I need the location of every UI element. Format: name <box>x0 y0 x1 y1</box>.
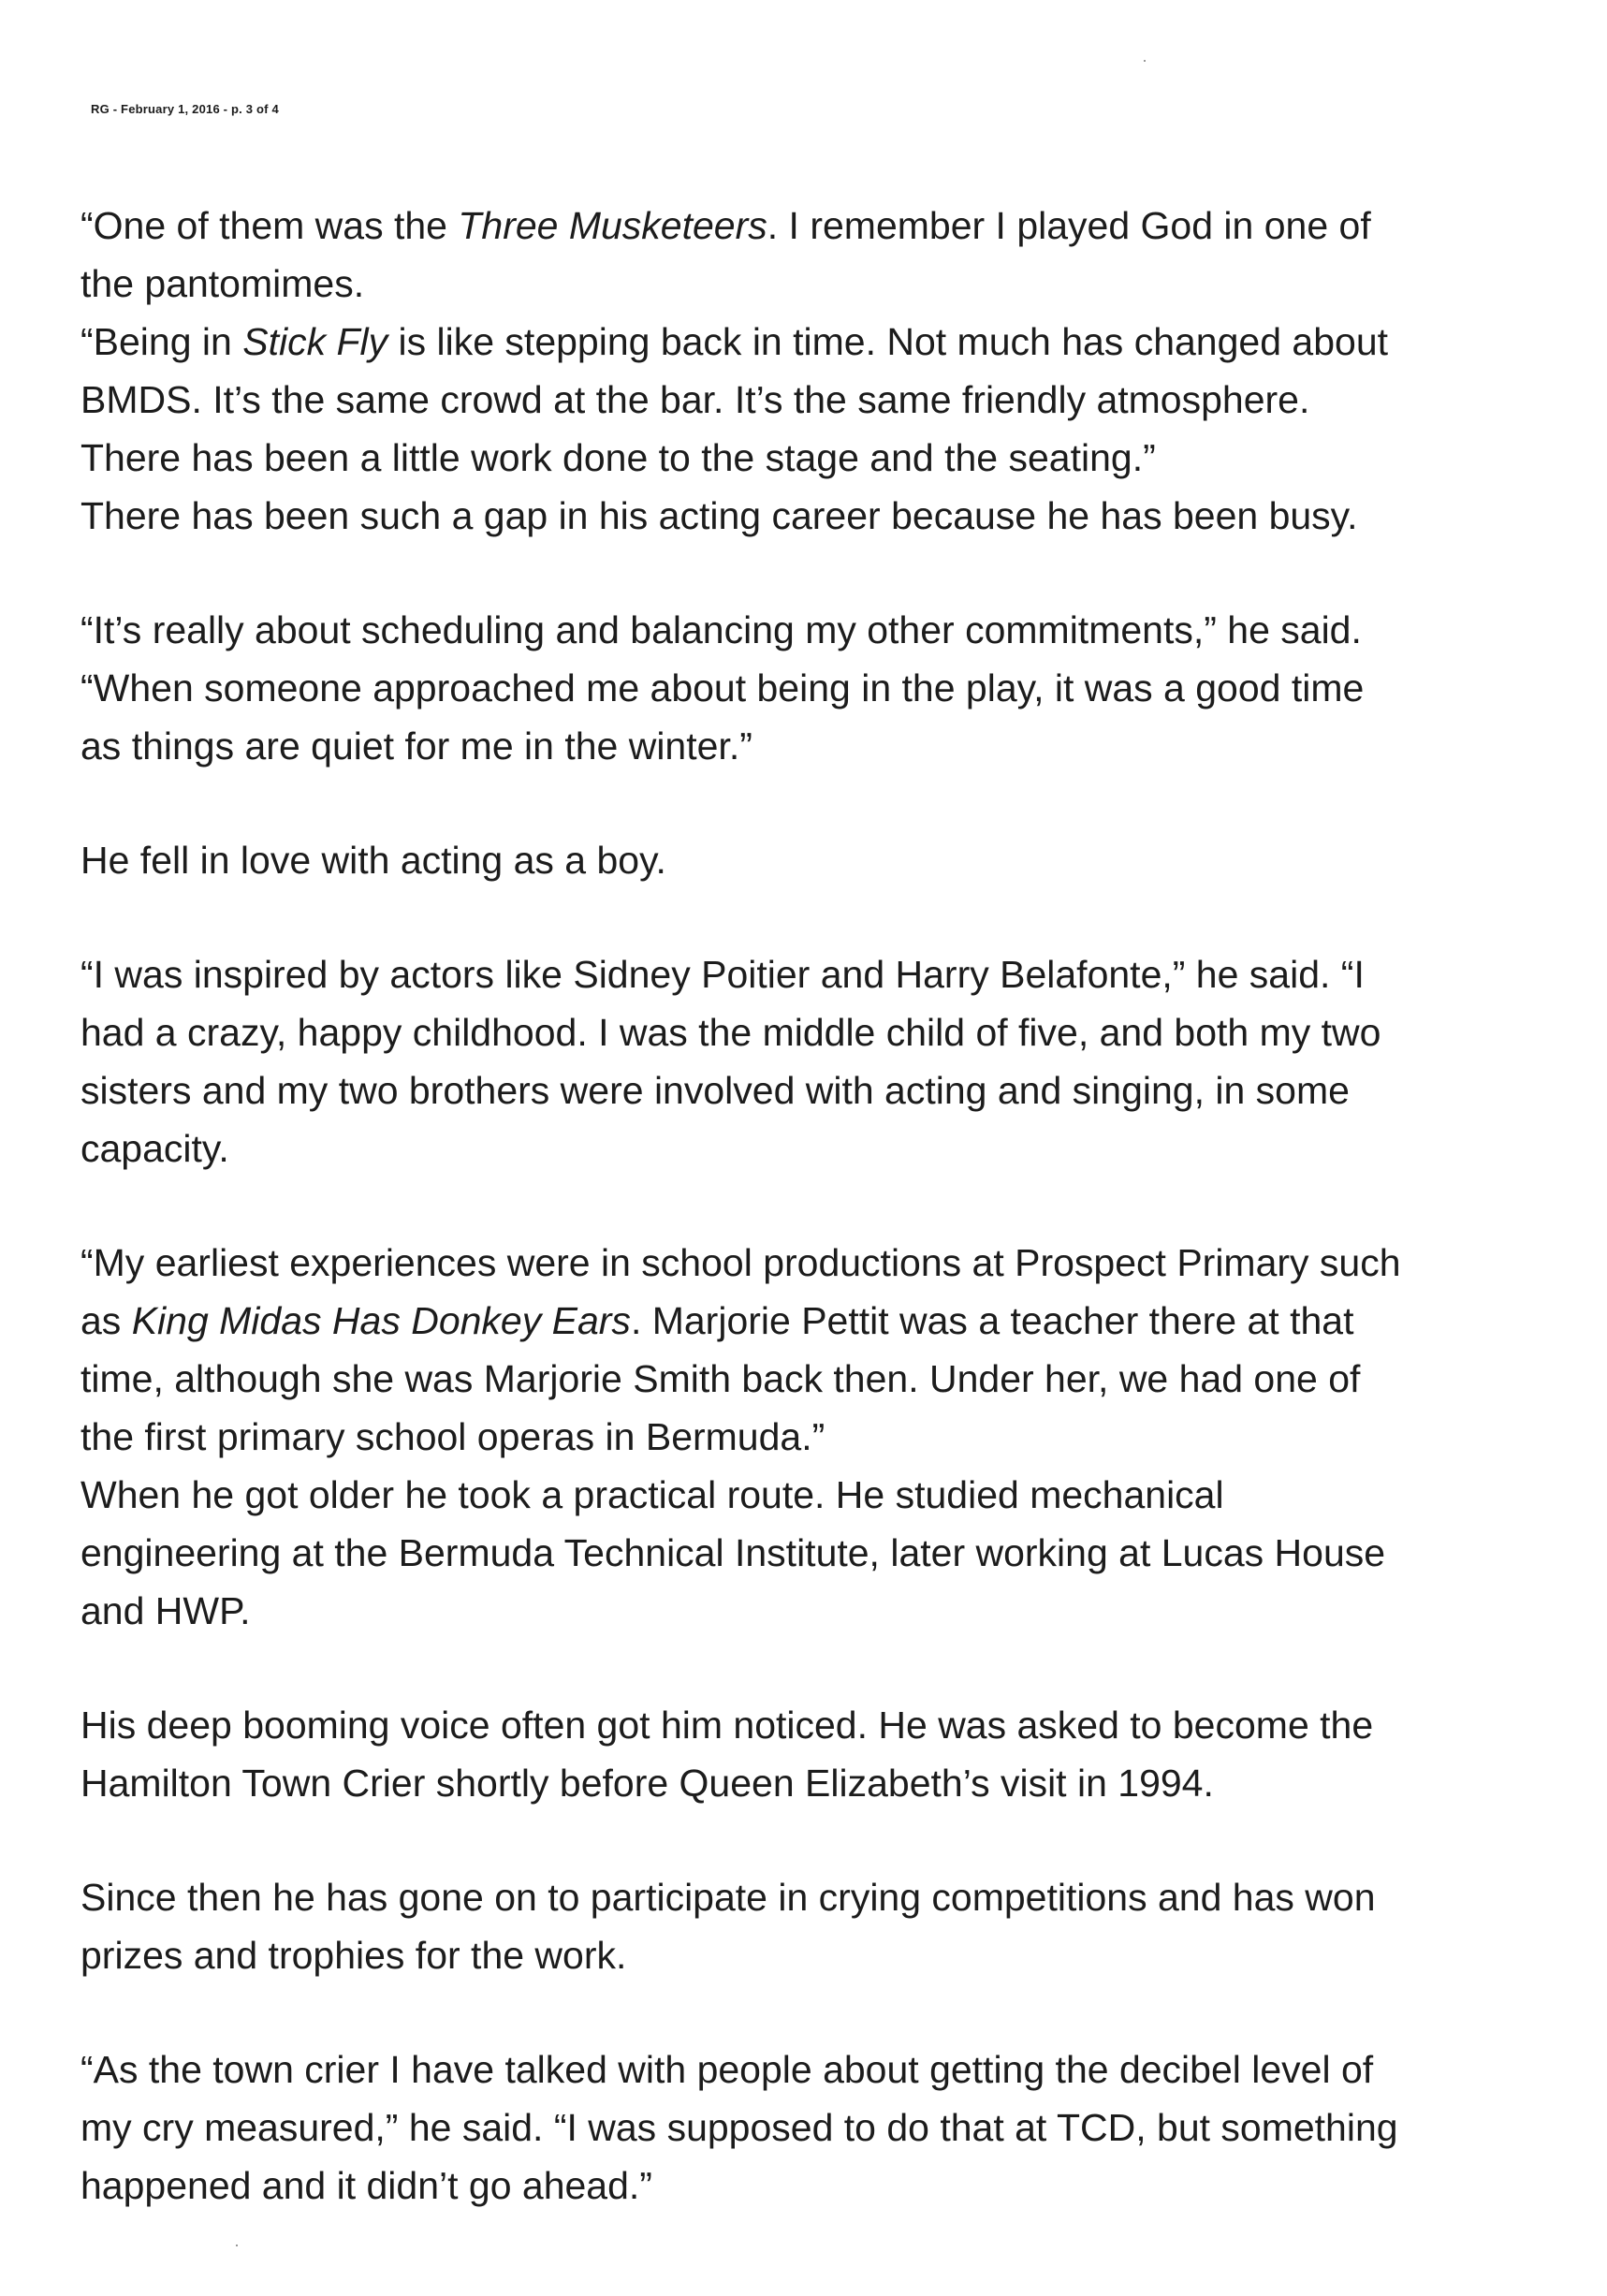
paragraph-2 <box>80 601 1569 775</box>
text-line: “As the town crier I have talked with people about getting the decibel level of <box>80 2048 1374 2091</box>
text-line: “My earliest experiences were in school productions at Prospect Primary such <box>80 1241 1401 1284</box>
paragraph-3 <box>80 831 1569 889</box>
scan-speck <box>236 2245 238 2246</box>
text-line: He fell in love with acting as a boy. <box>80 839 666 882</box>
text-line: Hamilton Town Crier shortly before Queen Elizabeth’s visit in 1994. <box>80 1762 1214 1805</box>
text-line: prizes and trophies for the work. <box>80 1934 627 1977</box>
italic-title: Three Musketeers <box>458 204 767 247</box>
page-header: RG - February 1, 2016 - p. 3 of 4 <box>91 102 279 116</box>
article-body <box>80 197 1569 2215</box>
text-span: is like stepping back in time. Not much has changed about <box>387 320 1389 363</box>
text-line: my cry measured,” he said. “I was supposed to do that at TCD, but something <box>80 2106 1398 2149</box>
italic-title: King Midas Has Donkey Ears <box>131 1299 631 1342</box>
text-line: “I was inspired by actors like Sidney Poitier and Harry Belafonte,” he said. “I <box>80 953 1365 996</box>
italic-title: Stick Fly <box>242 320 388 363</box>
scan-speck <box>1144 60 1146 62</box>
paragraph-6 <box>80 1696 1569 1812</box>
text-span: “Being in <box>80 320 243 363</box>
paragraph-gap <box>80 545 1569 601</box>
text-line: “When someone approached me about being in the play, it was a good time <box>80 666 1365 709</box>
text-span: “One of them was the <box>80 204 459 247</box>
text-line: There has been a little work done to the stage and the seating.” <box>80 436 1156 479</box>
paragraph-7 <box>80 1868 1569 1984</box>
text-span: . I remember I played God in one of <box>767 204 1371 247</box>
text-line <box>80 197 1569 255</box>
paragraph-4 <box>80 945 1569 1177</box>
text-line: “It’s really about scheduling and balancing my other commitments,” he said. <box>80 608 1362 651</box>
paragraph-5 <box>80 1234 1569 1640</box>
text-line: as things are quiet for me in the winter.” <box>80 724 752 768</box>
text-line: engineering at the Bermuda Technical Institute, later working at Lucas House <box>80 1531 1386 1574</box>
text-line <box>80 1292 1569 1350</box>
text-line: the first primary school operas in Bermuda.” <box>80 1415 825 1458</box>
text-line: happened and it didn’t go ahead.” <box>80 2164 652 2207</box>
paragraph-gap <box>80 889 1569 945</box>
text-line: When he got older he took a practical route. He studied mechanical <box>80 1473 1224 1516</box>
text-line <box>80 313 1569 371</box>
paragraph-gap <box>80 1984 1569 2040</box>
text-line: BMDS. It’s the same crowd at the bar. It’s the same friendly atmosphere. <box>80 378 1310 421</box>
paragraph-gap <box>80 1177 1569 1234</box>
paragraph-gap <box>80 1812 1569 1868</box>
paragraph-gap <box>80 775 1569 831</box>
text-line: and HWP. <box>80 1589 251 1632</box>
text-span: as <box>80 1299 132 1342</box>
paragraph-gap <box>80 1640 1569 1696</box>
text-line: the pantomimes. <box>80 262 365 305</box>
text-span: . Marjorie Pettit was a teacher there at that <box>630 1299 1354 1342</box>
text-line: Since then he has gone on to participate in crying competitions and has won <box>80 1876 1376 1919</box>
text-line: There has been such a gap in his acting career because he has been busy. <box>80 494 1358 537</box>
text-line: had a crazy, happy childhood. I was the middle child of five, and both my two <box>80 1011 1381 1054</box>
paragraph-1 <box>80 197 1569 545</box>
text-line: His deep booming voice often got him noticed. He was asked to become the <box>80 1704 1374 1747</box>
text-line: time, although she was Marjorie Smith back then. Under her, we had one of <box>80 1357 1361 1400</box>
paragraph-8 <box>80 2040 1569 2215</box>
text-line: sisters and my two brothers were involved with acting and singing, in some <box>80 1069 1350 1112</box>
text-line: capacity. <box>80 1127 229 1170</box>
